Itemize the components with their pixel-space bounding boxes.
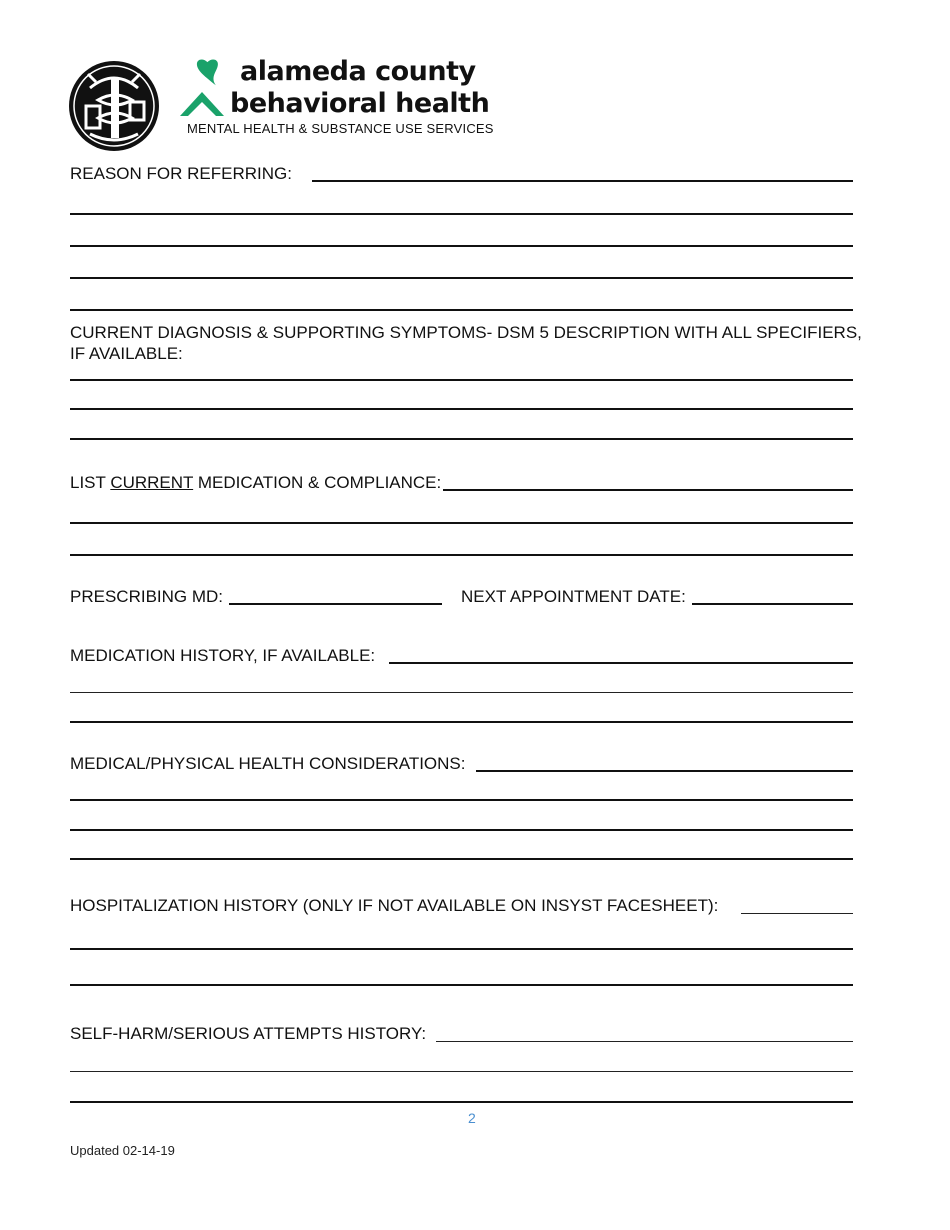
medication-label [70,473,441,493]
self-harm-line-2[interactable] [70,1071,853,1072]
medical-line-3[interactable] [70,829,853,831]
reason-line-3[interactable] [70,245,853,247]
diagnosis-line-2[interactable] [70,408,853,410]
med-history-field[interactable] [389,662,853,664]
medication-label-pre: LIST [70,473,111,492]
diagnosis-label-line1: CURRENT DIAGNOSIS & SUPPORTING SYMPTOMS- DSM 5 DESCRIPTION WITH ALL SPECIFIERS, [70,323,862,342]
brand-logo-mark [178,58,234,122]
next-appointment-field[interactable] [692,603,853,605]
page-number: 2 [468,1110,476,1126]
diagnosis-label-line2: IF AVAILABLE: [70,344,183,363]
medical-line-2[interactable] [70,799,853,801]
org-tagline: MENTAL HEALTH & SUBSTANCE USE SERVICES [187,121,494,136]
medication-field[interactable] [443,489,853,491]
hospitalization-field[interactable] [741,913,853,914]
reason-field[interactable] [312,180,853,182]
medication-label-post: MEDICATION & COMPLIANCE: [193,473,442,492]
reason-line-4[interactable] [70,277,853,279]
med-history-line-3[interactable] [70,721,853,723]
reason-label: REASON FOR REFERRING: [70,164,292,183]
seal-icon [68,60,162,152]
prescribing-md-label: PRESCRIBING MD: [70,587,224,606]
hospitalization-label: HOSPITALIZATION HISTORY (ONLY IF NOT AVAILABLE ON INSYST FACESHEET): [70,896,719,915]
med-history-line-2[interactable] [70,692,853,693]
medication-line-2[interactable] [70,522,853,524]
medication-label-emphasis: CURRENT [110,473,194,492]
reason-line-5[interactable] [70,309,853,311]
hospitalization-line-3[interactable] [70,984,853,986]
org-name-line2: behavioral health [230,88,490,119]
self-harm-field[interactable] [436,1041,853,1042]
footer-updated-date: Updated 02-14-19 [70,1143,175,1158]
med-history-label: MEDICATION HISTORY, IF AVAILABLE: [70,646,376,665]
hospitalization-line-2[interactable] [70,948,853,950]
county-seal [68,60,162,152]
medical-considerations-field[interactable] [476,770,853,772]
diagnosis-line-3[interactable] [70,438,853,440]
prescribing-md-field[interactable] [229,603,442,605]
diagnosis-line-1[interactable] [70,379,853,381]
heart-chevron-icon [178,58,234,122]
reason-line-2[interactable] [70,213,853,215]
medical-line-4[interactable] [70,858,853,860]
self-harm-line-3[interactable] [70,1101,853,1103]
medical-considerations-label: MEDICAL/PHYSICAL HEALTH CONSIDERATIONS: [70,754,466,773]
next-appointment-label: NEXT APPOINTMENT DATE: [461,587,686,606]
self-harm-label: SELF-HARM/SERIOUS ATTEMPTS HISTORY: [70,1024,427,1043]
medication-line-3[interactable] [70,554,853,556]
org-name-line1: alameda county [240,56,476,87]
